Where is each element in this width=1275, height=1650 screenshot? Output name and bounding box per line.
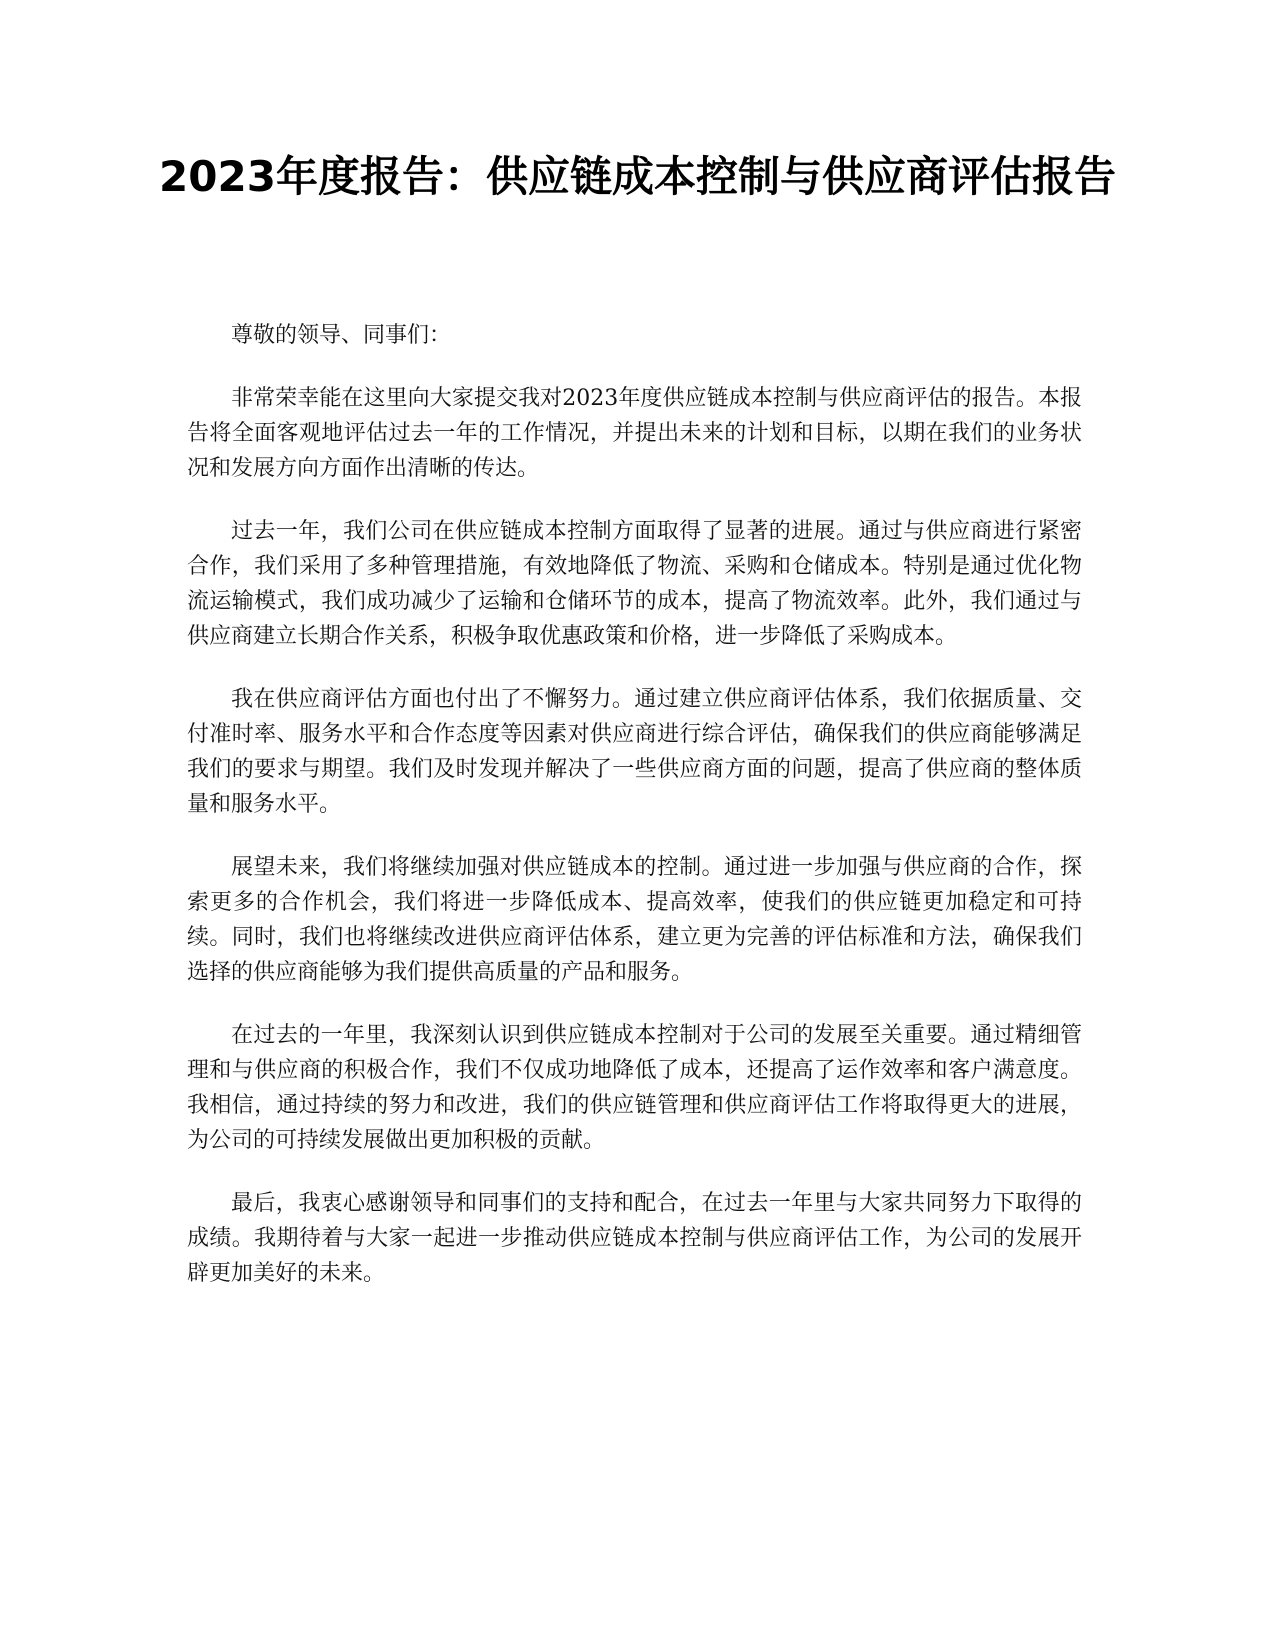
salutation: 尊敬的领导、同事们： xyxy=(231,323,452,348)
paragraph-outlook: 展望未来，我们将继续加强对供应链成本的控制。通过进一步加强与供应商的合作，探索更多的合作机会，我们将进一步降低成本、提高效率，使我们的供应链更加稳定和可持续。同时，我们也将继续改进供应商评估体系，建立更为完善的评估标准和方法，确保我们选择的供应商能够为我们提供高质量的产品和服务。 xyxy=(187,855,1082,985)
document-title: 2023年度报告：供应链成本控制与供应商评估报告 xyxy=(159,152,1116,201)
document-body xyxy=(187,318,1082,1319)
paragraph-reflection: 在过去的一年里，我深刻认识到供应链成本控制对于公司的发展至关重要。通过精细管理和与供应商的积极合作，我们不仅成功地降低了成本，还提高了运作效率和客户满意度。我相信，通过持续的努力和改进，我们的供应链管理和供应商评估工作将取得更大的进展，为公司的可持续发展做出更加积极的贡献。 xyxy=(187,1023,1082,1153)
paragraph-supplier-evaluation: 我在供应商评估方面也付出了不懈努力。通过建立供应商评估体系，我们依据质量、交付准时率、服务水平和合作态度等因素对供应商进行综合评估，确保我们的供应商能够满足我们的要求与期望。我们及时发现并解决了一些供应商方面的问题，提高了供应商的整体质量和服务水平。 xyxy=(187,687,1082,817)
paragraph-intro: 非常荣幸能在这里向大家提交我对2023年度供应链成本控制与供应商评估的报告。本报告将全面客观地评估过去一年的工作情况，并提出未来的计划和目标，以期在我们的业务状况和发展方向方面作出清晰的传达。 xyxy=(187,386,1082,481)
paragraph-cost-control: 过去一年，我们公司在供应链成本控制方面取得了显著的进展。通过与供应商进行紧密合作，我们采用了多种管理措施，有效地降低了物流、采购和仓储成本。特别是通过优化物流运输模式，我们成功减少了运输和仓储环节的成本，提高了物流效率。此外，我们通过与供应商建立长期合作关系，积极争取优惠政策和价格，进一步降低了采购成本。 xyxy=(187,519,1082,649)
paragraph-closing: 最后，我衷心感谢领导和同事们的支持和配合，在过去一年里与大家共同努力下取得的成绩。我期待着与大家一起进一步推动供应链成本控制与供应商评估工作，为公司的发展开辟更加美好的未来。 xyxy=(187,1191,1082,1286)
